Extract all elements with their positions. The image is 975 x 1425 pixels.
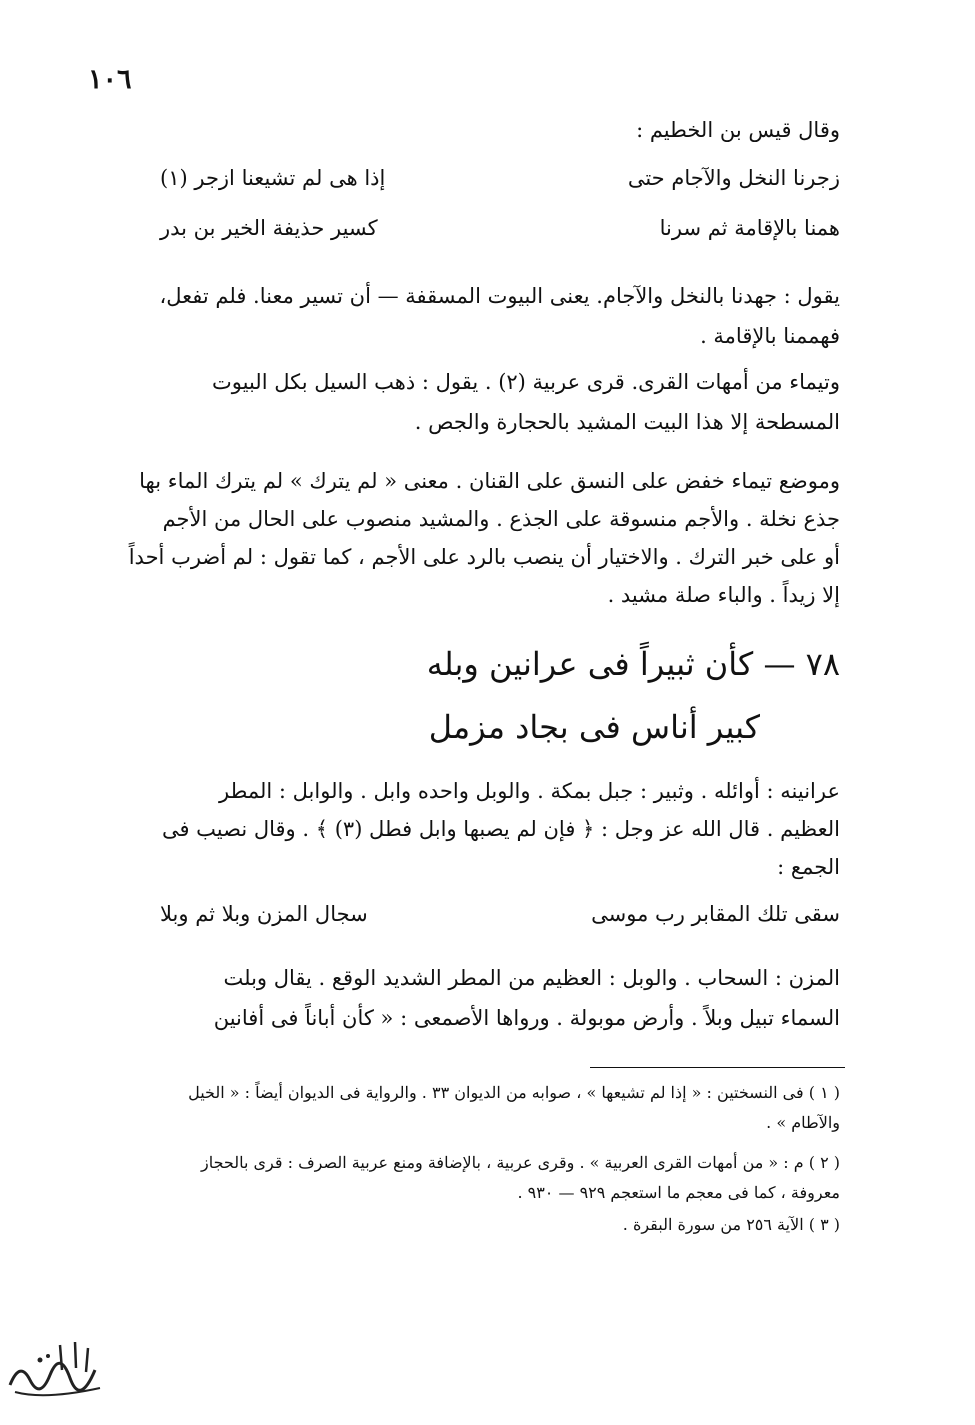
- poem-number: ٧٨ —: [763, 645, 840, 683]
- paragraph-line: أو على خبر الترك . والاختيار أن ينصب بالرد على الأجم ، كما تقول : لم أضرب أحداً: [128, 545, 840, 569]
- paragraph-line: وموضع تيماء خفض على النسق على القنان . معنى « لم يترك » لم يترك الماء بها: [139, 469, 840, 493]
- footnote-2: [120, 1148, 840, 1208]
- paragraph-line: العظيم . قال الله عز وجل : ﴿ فإن لم يصبها وابل فطل (٣) ﴾ . وقال نصيب فى: [161, 817, 840, 841]
- verse-3: [160, 902, 840, 926]
- paragraph-1: [120, 276, 840, 356]
- page-number: ١٠٦: [88, 64, 132, 95]
- poem-line-2: [200, 708, 760, 746]
- verse-3-first-hemistich: سقى تلك المقابر رب موسى: [591, 902, 840, 926]
- paragraph-line: يقول : جهدنا بالنخل والآجام. يعنى البيوت المسقفة — أن تسير معنا. فلم تفعل،: [159, 284, 840, 308]
- verse-3-second-hemistich: سجال المزن وبلا ثم وبلا: [160, 902, 368, 926]
- footnote-divider: [590, 1067, 845, 1068]
- poem-line-1-text: كأن ثبيراً فى عرانين وبله: [426, 645, 754, 683]
- paragraph-3: [120, 462, 840, 614]
- paragraph-line: إلا زيداً . والباء صلة مشيد .: [607, 583, 840, 607]
- footnote-1: [120, 1078, 840, 1138]
- paragraph-line: فهممنا بالإقامة .: [700, 324, 840, 348]
- footnote-line: ( ٣ ) الآية ٢٥٦ من سورة البقرة .: [622, 1215, 840, 1234]
- poem-line-2-text: كبير أناس فى بجاد مزمل: [428, 708, 760, 746]
- paragraph-line: الجمع :: [777, 855, 840, 879]
- footnote-line: معروفة ، كما فى معجم ما استعجم ٩٢٩ — ٩٣٠ .: [517, 1183, 840, 1202]
- footnote-line: ( ١ ) فى النسختين : « إذا لم تشيعها » ، صوابه من الديوان ٣٣ . والرواية فى الديوان أيضاً : « الخيل: [188, 1083, 840, 1102]
- verse-1-first-hemistich: زجرنا النخل والآجام حتى: [627, 166, 840, 190]
- paragraph-line: عرانينه : أوائله . وثبير : جبل بمكة . والوبل واحده وابل . والوابل : المطر: [219, 779, 840, 803]
- footnote-line: ( ٢ ) م : « من أمهات القرى العربية » . وقرى عربية ، بالإضافة ومنع عربية الصرف : قرى بالحجاز: [200, 1153, 840, 1172]
- verse-2-second-hemistich: كسير حذيفة الخير بن بدر: [160, 216, 378, 240]
- paragraph-4: [120, 772, 840, 886]
- footnote-3: [120, 1210, 840, 1240]
- paragraph-line: المسطحة إلا هذا البيت المشيد بالحجارة والجص .: [414, 410, 840, 434]
- poem-line-1: [150, 645, 840, 683]
- intro-line: [120, 118, 840, 142]
- verse-2: [160, 216, 840, 240]
- calligraphy-logo: [0, 1330, 110, 1410]
- paragraph-line: المزن : السحاب . والوبل : العظيم من المطر الشديد الوقع . يقال وبلت: [223, 966, 840, 990]
- paragraph-5: [120, 958, 840, 1038]
- verse-2-first-hemistich: همنا بالإقامة ثم سرنا: [659, 216, 840, 240]
- paragraph-line: جذع نخلة . والأجم منسوقة على الجذع . والمشيد منصوب على الحال من الأجم: [162, 507, 840, 531]
- paragraph-line: وتيماء من أمهات القرى. قرى عربية (٢) . يقول : ذهب السيل بكل البيوت: [212, 370, 840, 394]
- intro-line-text: وقال قيس بن الخطيم :: [636, 118, 840, 142]
- verse-1: [160, 166, 840, 190]
- paragraph-line: السماء تبيل وبلاً . وأرض موبولة . ورواها الأصمعى : « كأن أباناً فى أفانين: [213, 1006, 840, 1030]
- paragraph-2: [120, 362, 840, 442]
- footnote-line: والآطام » .: [766, 1113, 840, 1132]
- verse-1-second-hemistich: إذا هى لم تشيعنا ازجر (١): [160, 166, 386, 190]
